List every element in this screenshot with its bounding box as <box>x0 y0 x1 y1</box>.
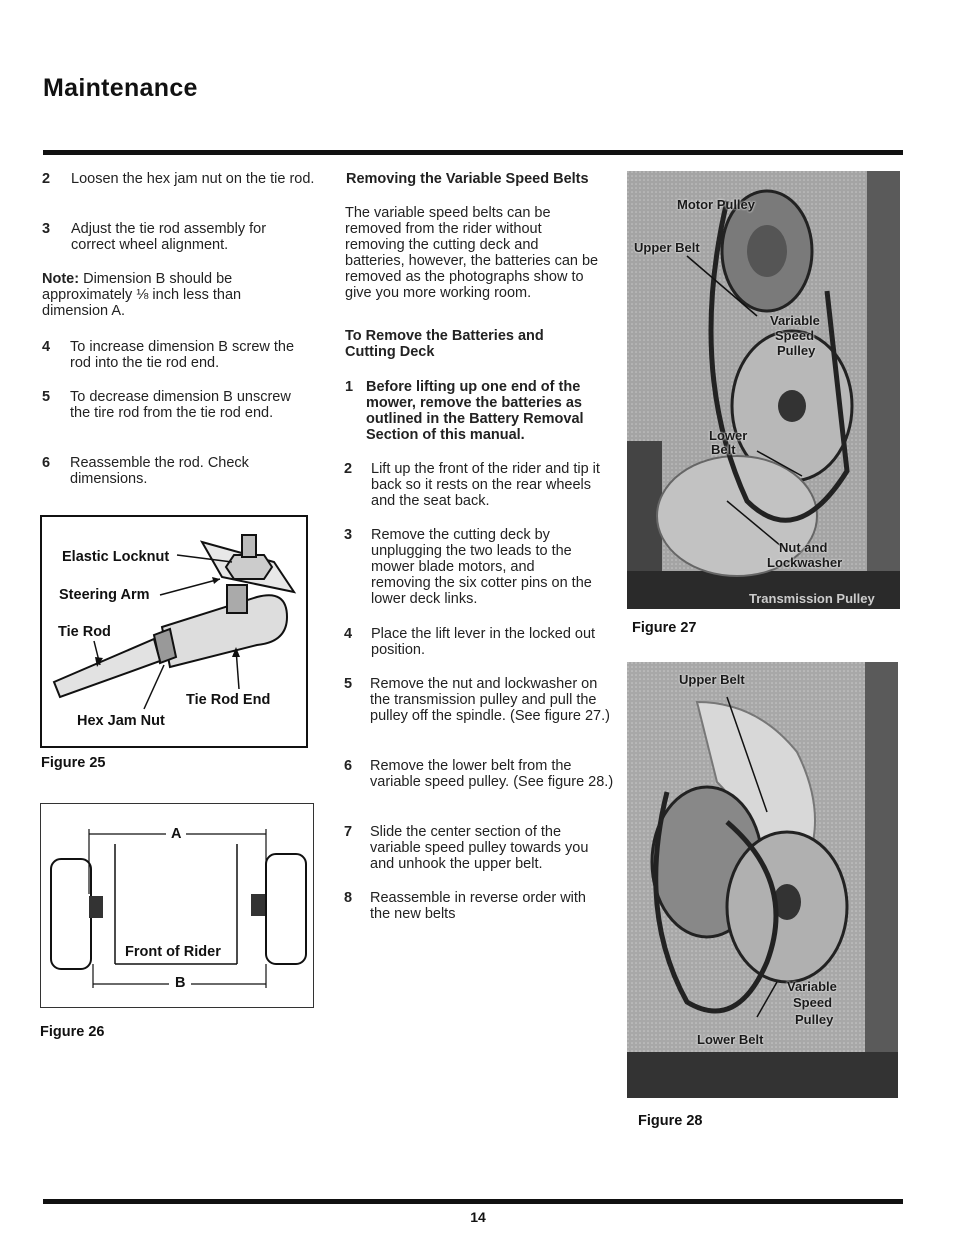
step-number: 4 <box>42 339 51 355</box>
figure-27-photo <box>627 171 900 609</box>
figure-28-photo <box>627 662 898 1098</box>
label-dimension-b: B <box>175 975 186 991</box>
step-text: Place the lift lever in the locked out position. <box>371 626 596 658</box>
step-text: Lift up the front of the rider and tip it back so it rests on the rear wheels and the seat back. <box>371 461 600 509</box>
note <box>42 271 304 319</box>
label-upper-belt: Upper Belt <box>679 672 745 687</box>
step-number: 7 <box>344 824 353 840</box>
step-text: Remove the nut and lockwasher on the transmission pulley and pull the pulley off the spindle. (See figure 27.) <box>370 676 610 724</box>
label-tie-rod: Tie Rod <box>58 624 111 640</box>
step-text: Reassemble the rod. Check dimensions. <box>70 455 249 487</box>
label-dimension-a: A <box>171 826 182 842</box>
label-steering-arm: Steering Arm <box>59 587 150 603</box>
step-number: 5 <box>42 389 51 405</box>
label-lockwasher: Lockwasher <box>767 555 843 570</box>
label-variable: Variable <box>770 313 820 328</box>
figure-25-tie-rod-diagram <box>40 515 308 748</box>
step-number: 3 <box>42 221 51 237</box>
step-number: 1 <box>345 379 354 395</box>
label-motor-pulley: Motor Pulley <box>677 197 756 212</box>
step-text: Remove the cutting deck by unplugging the two leads to the mower blade motors, and removing the six cotter pins on the lower deck links. <box>371 527 592 607</box>
page-title: Maintenance <box>43 74 198 102</box>
figure-26-wheel-alignment-diagram <box>40 803 314 1008</box>
subsection-heading: To Remove the Batteries and Cutting Deck <box>345 328 544 360</box>
step-text: Before lifting up one end of the mower, remove the batteries as outlined in the Battery Removal Section of this manual. <box>366 379 584 443</box>
figure-26-caption: Figure 26 <box>40 1024 105 1040</box>
label-speed: Speed <box>793 995 833 1010</box>
label-pulley: Pulley <box>777 343 816 358</box>
step-number: 6 <box>42 455 51 471</box>
label-lower-belt: Lower Belt <box>697 1032 764 1047</box>
note-text: Dimension B should be approximately ⅛ inch less than dimension A. <box>42 271 242 319</box>
label-transmission-pulley: Transmission Pulley <box>749 591 875 606</box>
label-tie-rod-end: Tie Rod End <box>186 692 271 708</box>
figure-25-caption: Figure 25 <box>41 755 106 771</box>
section-intro: The variable speed belts can be removed from the rider without removing the cutting deck and batteries, however, the batteries can be removed as the photographs show to give you more working room. <box>345 205 599 301</box>
step-text: Adjust the tie rod assembly for correct wheel alignment. <box>71 221 267 253</box>
step-number: 8 <box>344 890 353 906</box>
step-number: 2 <box>42 171 51 187</box>
step-text: Slide the center section of the variable speed pulley towards you and unhook the upper belt. <box>370 824 589 872</box>
label-nut-and: Nut and <box>779 540 828 555</box>
label-variable: Variable <box>787 979 837 994</box>
step-text: Remove the lower belt from the variable speed pulley. (See figure 28.) <box>370 758 614 790</box>
label-speed: Speed <box>775 328 815 343</box>
step-number: 4 <box>344 626 353 642</box>
step-number: 3 <box>344 527 353 543</box>
figure-28-caption: Figure 28 <box>638 1113 703 1129</box>
pulley-photo-illustration <box>627 171 900 609</box>
footer-rule <box>43 1199 903 1204</box>
label-hex-jam-nut: Hex Jam Nut <box>77 713 165 729</box>
step-number: 6 <box>344 758 353 774</box>
label-belt: Belt <box>711 442 736 457</box>
label-upper-belt: Upper Belt <box>634 240 700 255</box>
section-heading: Removing the Variable Speed Belts <box>346 171 589 187</box>
header-rule <box>43 150 903 155</box>
step-text: To decrease dimension B unscrew the tire rod from the tie rod end. <box>70 389 291 421</box>
page-number: 14 <box>470 1209 486 1225</box>
note-label: Note: <box>42 271 80 287</box>
figure-27-caption: Figure 27 <box>632 620 697 636</box>
step-text: Reassemble in reverse order with the new belts <box>370 890 586 922</box>
label-pulley: Pulley <box>795 1012 834 1027</box>
step-text: To increase dimension B screw the rod into the tie rod end. <box>70 339 295 371</box>
step-text: Loosen the hex jam nut on the tie rod. <box>71 171 315 187</box>
label-elastic-locknut: Elastic Locknut <box>62 549 170 565</box>
label-front-of-rider: Front of Rider <box>125 944 221 960</box>
step-number: 5 <box>344 676 353 692</box>
label-lower: Lower <box>709 428 748 443</box>
step-number: 2 <box>344 461 353 477</box>
